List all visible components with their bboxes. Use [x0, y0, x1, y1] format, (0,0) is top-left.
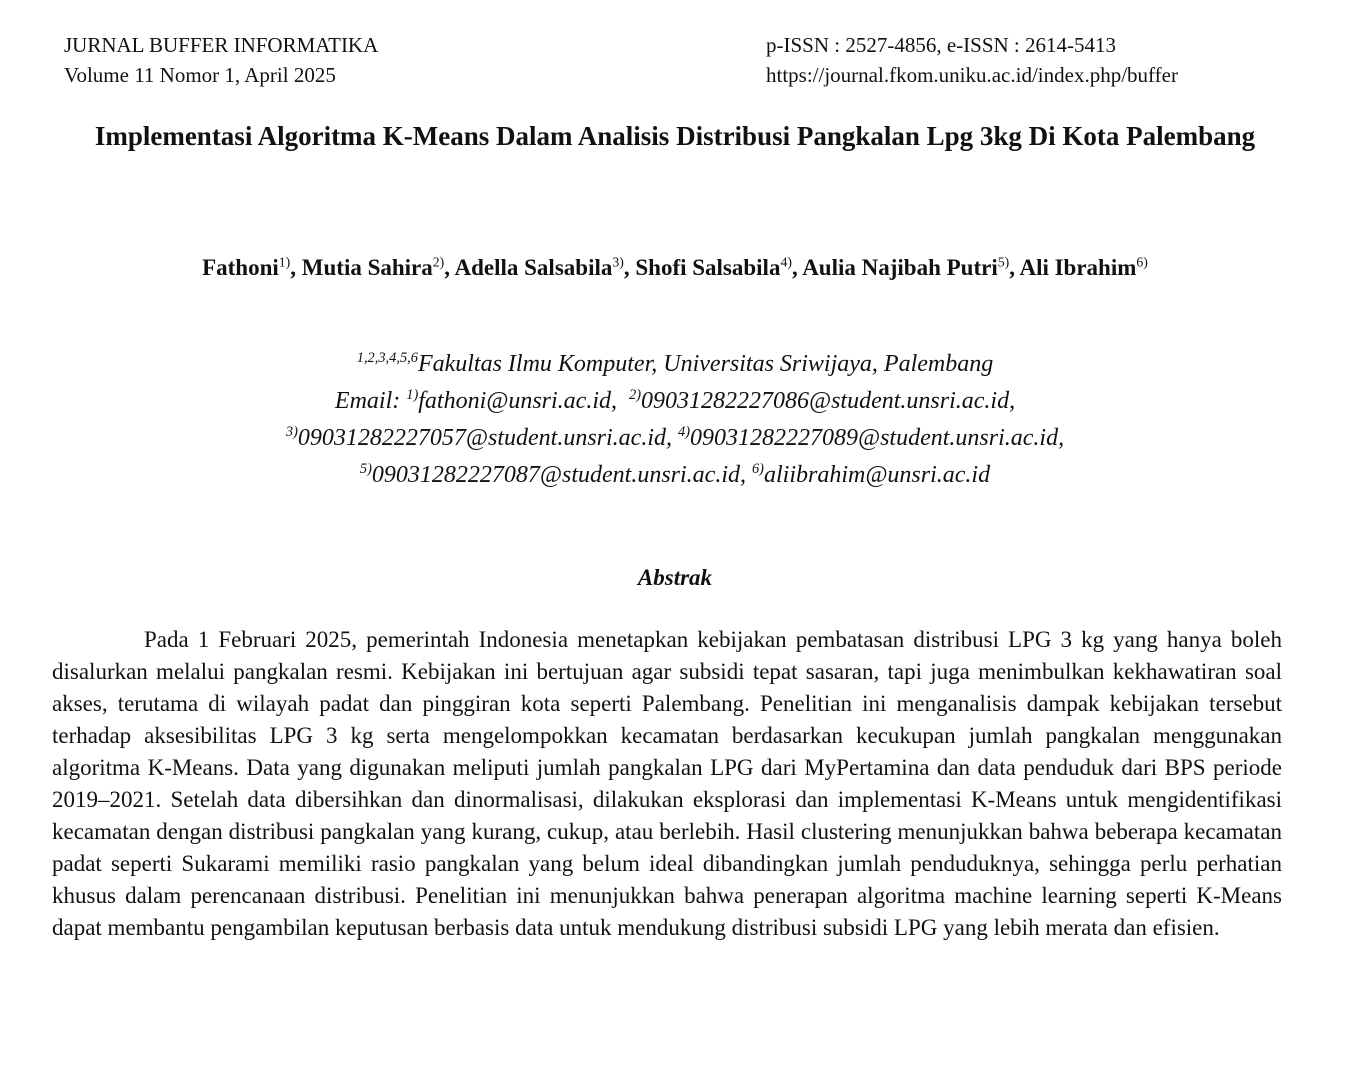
email-line [40, 383, 1310, 420]
author-name: Mutia Sahira [301, 255, 433, 280]
journal-identifiers [766, 30, 1178, 90]
affiliation-block [40, 346, 1310, 494]
author-mark: 4) [780, 254, 792, 270]
author-mark: 6) [1136, 254, 1148, 270]
email-address[interactable]: 09031282227089@student.unsri.ac.id, [690, 425, 1065, 451]
email-mark: 1) [406, 387, 419, 403]
email-address[interactable]: aliibrahim@unsri.ac.id [763, 462, 991, 488]
journal-name: JURNAL BUFFER INFORMATIKA [64, 33, 379, 57]
email-mark: 2) [629, 387, 641, 403]
abstract-heading: Abstrak [637, 565, 713, 590]
author-mark: 1) [278, 254, 291, 270]
author-list [40, 252, 1310, 284]
journal-volume: Volume 11 Nomor 1, April 2025 [64, 63, 336, 87]
email-address[interactable]: 09031282227057@student.unsri.ac.id, [297, 425, 672, 451]
email-mark: 6) [751, 461, 764, 477]
email-label: Email: [334, 388, 407, 414]
author-name: Shofi Salsabila [635, 255, 781, 280]
author [802, 255, 1019, 280]
author-separator: , [444, 255, 455, 280]
author [202, 255, 302, 280]
author-separator: , [290, 255, 302, 280]
paper-title: Implementasi Algoritma K-Means Dalam Analisis Distribusi Pangkalan Lpg 3kg Di Kota Palembang [94, 121, 1256, 151]
author [455, 255, 636, 280]
email-mark: 3) [285, 424, 298, 440]
author-separator: , [791, 255, 803, 280]
email-address[interactable]: 09031282227086@student.unsri.ac.id, [641, 388, 1016, 414]
author-mark: 3) [612, 254, 624, 270]
author-mark: 2) [432, 254, 445, 270]
author [302, 255, 455, 280]
author-name: Aulia Najibah Putri [802, 255, 998, 280]
email-address[interactable]: 09031282227087@student.unsri.ac.id, [371, 462, 746, 488]
journal-issn: p-ISSN : 2527-4856, e-ISSN : 2614-5413 [766, 33, 1116, 57]
email-mark: 4) [678, 424, 690, 440]
journal-url[interactable]: https://journal.fkom.uniku.ac.id/index.php/buffer [766, 63, 1178, 87]
email-line [40, 420, 1310, 457]
journal-info [64, 30, 378, 90]
author [635, 255, 802, 280]
author-separator: , [1009, 255, 1020, 280]
email-line [40, 457, 1310, 494]
author-name: Fathoni [202, 255, 279, 280]
author-name: Ali Ibrahim [1019, 255, 1137, 280]
author-mark: 5) [997, 254, 1010, 270]
email-separator [617, 388, 629, 414]
affiliation-mark: 1,2,3,4,5,6 [356, 350, 418, 366]
author-separator: , [623, 255, 636, 280]
author [1019, 255, 1147, 280]
abstract-body: Pada 1 Februari 2025, pemerintah Indonesia menetapkan kebijakan pembatasan distribusi LPG 3 kg yang hanya boleh disalurkan melalui pangkalan resmi. Kebijakan ini bertujuan agar subsidi tepat sasaran, tapi juga menimbulkan kekhawatiran soal akses, terutama di wilayah padat dan pinggiran kota seperti Palembang. Penelitian ini menganalisis dampak kebijakan tersebut terhadap aksesibilitas LPG 3 kg serta mengelompokkan kecamatan berdasarkan kecukupan jumlah pangkalan menggunakan algoritma K-Means. Data yang digunakan meliputi jumlah pangkalan LPG dari MyPertamina dan data penduduk dari BPS periode 2019–2021. Setelah data dibersihkan dan dinormalisasi, dilakukan eksplorasi dan implementasi K-Means untuk mengidentifikasi kecamatan dengan distribusi pangkalan yang kurang, cukup, atau berlebih. Hasil clustering menunjukkan bahwa beberapa kecamatan padat seperti Sukarami memiliki rasio pangkalan yang belum ideal dibandingkan jumlah penduduknya, sehingga perlu perhatian khusus dalam perencanaan distribusi. Penelitian ini menunjukkan bahwa penerapan algoritma machine learning seperti K-Means dapat membantu pengambilan keputusan berbasis data untuk mendukung distribusi subsidi LPG yang lebih merata dan efisien. [52, 627, 1282, 940]
author-name: Adella Salsabila [454, 255, 613, 280]
affiliation-text: Fakultas Ilmu Komputer, Universitas Sriwijaya, Palembang [417, 351, 994, 377]
email-mark: 5) [359, 461, 372, 477]
email-address[interactable]: fathoni@unsri.ac.id, [418, 388, 617, 414]
affiliation [40, 346, 1310, 383]
